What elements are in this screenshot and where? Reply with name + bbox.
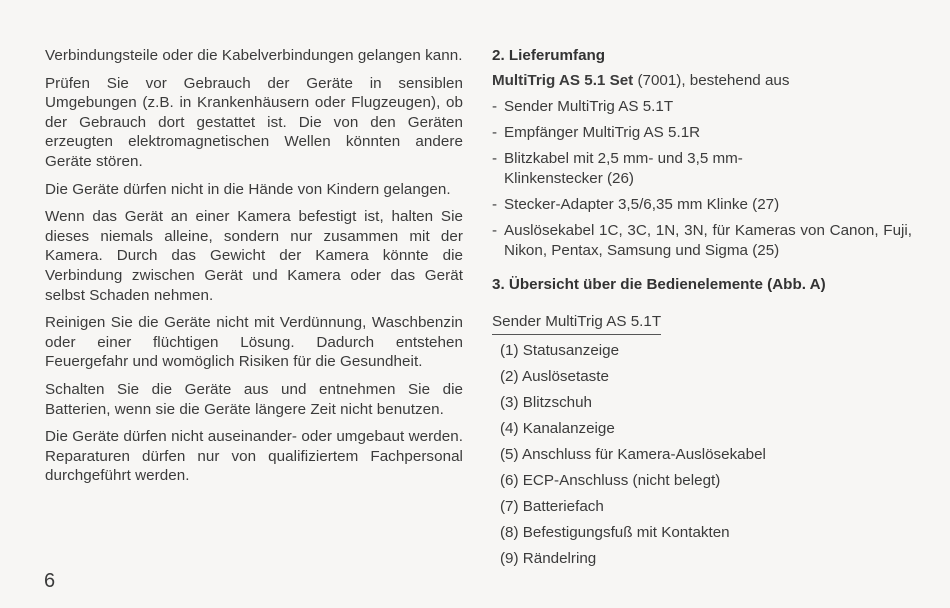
paragraph-cleaning: Reinigen Sie die Geräte nicht mit Verdünnung, Waschbenzin oder einer flüchtigen Lösung. Dadurch entstehen Feuergefahr und womöglich Risiken für die Gesundheit. (45, 314, 463, 371)
control-item: (8) Befestigungsfuß mit Kontakten (500, 524, 730, 541)
paragraph-repairs: Die Geräte dürfen nicht auseinander- oder umgebaut werden. Reparaturen dürfen nur von qualifiziertem Fachpersonal durchgeführt werden. (45, 428, 463, 485)
delivery-item: - Auslösekabel 1C, 3C, 1N, 3N, für Kameras von Canon, Fuji, Nikon, Pentax, Samsung und Sigma (25) (492, 221, 912, 261)
delivery-item: - Empfänger MultiTrig AS 5.1R (492, 123, 912, 143)
control-item: (6) ECP-Anschluss (nicht belegt) (500, 472, 721, 489)
delivery-list (492, 97, 912, 261)
paragraph-children: Die Geräte dürfen nicht in die Hände von Kindern gelangen. (45, 180, 451, 198)
paragraph-batteries: Schalten Sie die Geräte aus und entnehmen Sie die Batterien, wenn sie die Geräte längere Zeit nicht benutzen. (45, 380, 463, 418)
control-item: (1) Statusanzeige (500, 342, 620, 359)
delivery-item: - Sender MultiTrig AS 5.1T (492, 97, 912, 117)
set-name: MultiTrig AS 5.1 Set (492, 72, 634, 89)
paragraph-sensitive-environments: Prüfen Sie vor Gebrauch der Geräte in sensiblen Umgebungen (z.B. in Krankenhäusern oder Flugzeugen), ob der Gebrauch dort gestattet ist. Die von den Geräten erzeugten elektromagnetischen Wellen könnten andere Geräte stören. (45, 74, 463, 170)
control-item: (4) Kanalanzeige (500, 420, 615, 437)
paragraph-camera-mount: Wenn das Gerät an einer Kamera befestigt ist, halten Sie dieses niemals alleine, sondern nur zusammen mit der Kamera. Durch das Gewicht der Kamera könnte die Verbindung zwischen Gerät und Kamera oder das Gerät selbst Schaden nehmen. (45, 208, 463, 304)
left-column (45, 46, 463, 494)
controls-list (500, 341, 912, 569)
control-item: (7) Batteriefach (500, 498, 604, 515)
page-number: 6 (44, 570, 56, 592)
paragraph-connection: Verbindungsteile oder die Kabelverbindungen gelangen kann. (45, 47, 463, 64)
delivery-item: - Blitzkabel mit 2,5 mm- und 3,5 mm-Klinkenstecker (26) (492, 149, 744, 189)
control-item: (3) Blitzschuh (500, 394, 593, 411)
control-item: (2) Auslösetaste (500, 368, 609, 385)
delivery-item: - Stecker-Adapter 3,5/6,35 mm Klinke (27) (492, 195, 912, 215)
control-item: (9) Rändelring (500, 550, 597, 567)
set-description-rest: (7001), bestehend aus (633, 72, 790, 89)
right-column (492, 46, 912, 575)
subheading-sender: Sender MultiTrig AS 5.1T (492, 312, 661, 335)
set-description (492, 71, 912, 91)
section-heading-delivery: 2. Lieferumfang (492, 47, 606, 64)
control-item: (5) Anschluss für Kamera-Auslösekabel (500, 446, 766, 463)
section-heading-controls: 3. Übersicht über die Bedienelemente (Abb. A) (492, 276, 826, 293)
